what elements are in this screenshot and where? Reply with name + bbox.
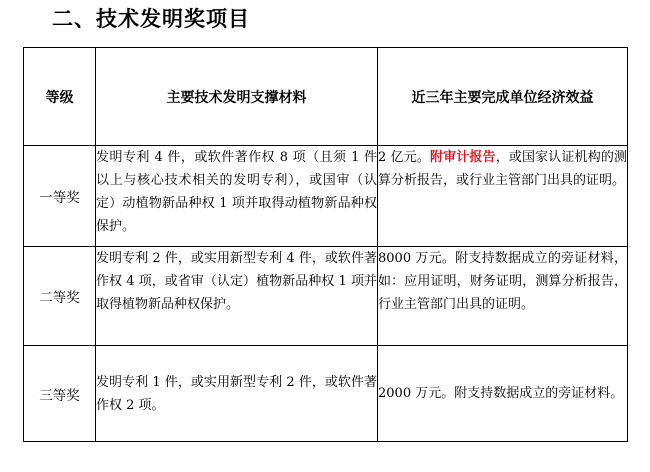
section-heading: 二、技术发明奖项目 — [52, 7, 250, 31]
award-criteria-table — [23, 47, 628, 442]
benefit-cell: 8000 万元。附支持数据成立的旁证材料，如：应用证明，财务证明，测算分析报告，行业主管部门出具的证明。 — [378, 247, 628, 346]
table-row — [24, 146, 628, 247]
grade-cell: 三等奖 — [24, 346, 96, 442]
benefit-cell: 2000 万元。附支持数据成立的旁证材料。 — [378, 346, 628, 442]
materials-cell: 发明专利 4 件，或软件著作权 8 项（且须 1 件以上与核心技术相关的发明专利），或国审（认定）动植物新品种权 1 项并取得动植物新品种权保护。 — [96, 146, 378, 247]
table-row — [24, 346, 628, 442]
audit-report-highlight: 附审计报告 — [429, 150, 496, 165]
materials-cell: 发明专利 1 件，或实用新型专利 2 件，或软件著作权 2 项。 — [96, 346, 378, 442]
header-benefit: 近三年主要完成单位经济效益 — [378, 48, 628, 146]
header-materials: 主要技术发明支撑材料 — [96, 48, 378, 146]
grade-cell: 二等奖 — [24, 247, 96, 346]
header-grade: 等级 — [24, 48, 96, 146]
benefit-text: 2 亿元。 — [378, 150, 430, 165]
benefit-cell — [378, 146, 628, 247]
materials-cell: 发明专利 2 件，或实用新型专利 4 件，或软件著作权 4 项，或省审（认定）植物新品种权 1 项并取得植物新品种权保护。 — [96, 247, 378, 346]
table-header-row — [24, 48, 628, 146]
grade-cell: 一等奖 — [24, 146, 96, 247]
benefit-text: ，或国家认证机构的测算分析报告，或行业主管部门出具的证明。 — [378, 150, 627, 188]
table-row — [24, 247, 628, 346]
